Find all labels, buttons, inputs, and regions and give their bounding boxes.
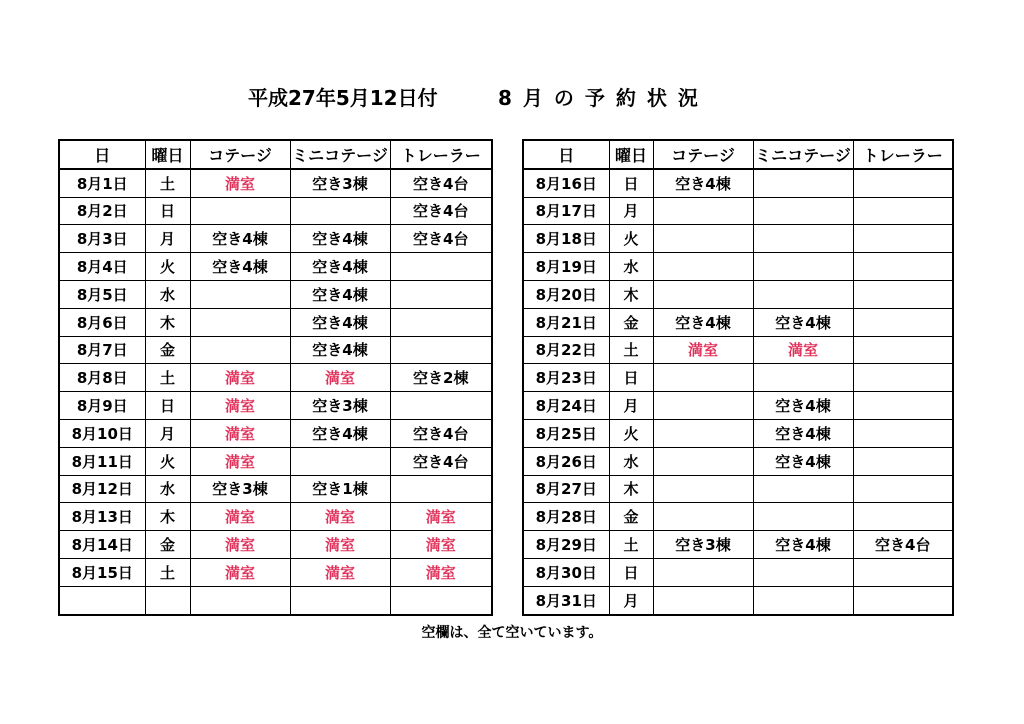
table-row <box>59 558 492 586</box>
mini-cottage-cell <box>290 447 390 475</box>
trailer-cell <box>853 447 953 475</box>
weekday-cell: 土 <box>145 364 190 392</box>
weekday-cell: 金 <box>145 531 190 559</box>
weekday-cell: 木 <box>145 503 190 531</box>
cottage-cell: 満室 <box>190 419 290 447</box>
cottage-cell: 空き4棟 <box>653 169 753 197</box>
cottage-cell <box>653 197 753 225</box>
mini-cottage-cell <box>753 169 853 197</box>
mini-cottage-cell: 空き1棟 <box>290 475 390 503</box>
table-row <box>59 253 492 281</box>
date-cell: 8月29日 <box>523 531 609 559</box>
mini-cottage-cell <box>753 364 853 392</box>
mini-cottage-cell: 空き4棟 <box>753 447 853 475</box>
table-row <box>523 586 953 614</box>
table-row <box>59 503 492 531</box>
mini-cottage-cell: 空き4棟 <box>753 419 853 447</box>
header-weekday: 曜日 <box>145 140 190 169</box>
date-cell: 8月21日 <box>523 308 609 336</box>
mini-cottage-cell <box>753 253 853 281</box>
cottage-cell <box>653 392 753 420</box>
mini-cottage-cell <box>753 475 853 503</box>
weekday-cell: 月 <box>609 586 653 614</box>
date-cell: 8月5日 <box>59 280 145 308</box>
date-cell: 8月11日 <box>59 447 145 475</box>
mini-cottage-cell: 満室 <box>290 503 390 531</box>
cottage-cell <box>653 364 753 392</box>
weekday-cell: 日 <box>145 392 190 420</box>
trailer-cell <box>853 364 953 392</box>
trailer-cell: 満室 <box>390 558 492 586</box>
table-header-row <box>523 140 953 169</box>
weekday-cell: 木 <box>609 280 653 308</box>
cottage-cell <box>653 586 753 614</box>
date-cell: 8月27日 <box>523 475 609 503</box>
table-row <box>59 531 492 559</box>
weekday-cell: 月 <box>609 392 653 420</box>
mini-cottage-cell <box>753 280 853 308</box>
weekday-cell: 金 <box>609 308 653 336</box>
date-cell: 8月19日 <box>523 253 609 281</box>
cottage-cell <box>653 475 753 503</box>
trailer-cell: 空き4台 <box>390 197 492 225</box>
date-cell: 8月25日 <box>523 419 609 447</box>
weekday-cell: 月 <box>609 197 653 225</box>
trailer-cell <box>853 280 953 308</box>
date-cell: 8月12日 <box>59 475 145 503</box>
table-row <box>59 197 492 225</box>
table-row <box>523 558 953 586</box>
date-cell: 8月6日 <box>59 308 145 336</box>
weekday-cell: 土 <box>145 558 190 586</box>
date-cell: 8月14日 <box>59 531 145 559</box>
cottage-cell: 満室 <box>190 531 290 559</box>
table-row <box>59 225 492 253</box>
mini-cottage-cell: 空き3棟 <box>290 392 390 420</box>
page-title <box>248 82 709 111</box>
date-cell: 8月2日 <box>59 197 145 225</box>
trailer-cell: 満室 <box>390 503 492 531</box>
footnote: 空欄は、全て空いています。 <box>421 625 603 641</box>
date-cell: 8月13日 <box>59 503 145 531</box>
mini-cottage-cell <box>290 586 390 614</box>
table-row <box>59 586 492 614</box>
cottage-cell: 空き3棟 <box>653 531 753 559</box>
header-weekday: 曜日 <box>609 140 653 169</box>
mini-cottage-cell <box>753 197 853 225</box>
table-row <box>523 392 953 420</box>
weekday-cell <box>145 586 190 614</box>
date-cell: 8月18日 <box>523 225 609 253</box>
table-row <box>523 169 953 197</box>
weekday-cell: 金 <box>145 336 190 364</box>
weekday-cell: 水 <box>609 253 653 281</box>
date-cell: 8月20日 <box>523 280 609 308</box>
reservation-table-left <box>58 139 493 616</box>
date-cell: 8月22日 <box>523 336 609 364</box>
trailer-cell <box>390 336 492 364</box>
cottage-cell: 空き4棟 <box>190 225 290 253</box>
header-cottage: コテージ <box>653 140 753 169</box>
date-cell <box>59 586 145 614</box>
title-main: 8月の予約状況 <box>498 86 709 110</box>
table-row <box>523 225 953 253</box>
date-cell: 8月4日 <box>59 253 145 281</box>
trailer-cell <box>853 558 953 586</box>
mini-cottage-cell: 空き4棟 <box>753 308 853 336</box>
cottage-cell <box>190 586 290 614</box>
trailer-cell <box>390 308 492 336</box>
weekday-cell: 火 <box>609 225 653 253</box>
mini-cottage-cell <box>290 197 390 225</box>
header-mini-cottage: ミニコテージ <box>290 140 390 169</box>
trailer-cell <box>853 253 953 281</box>
header-trailer: トレーラー <box>853 140 953 169</box>
cottage-cell: 満室 <box>190 558 290 586</box>
weekday-cell: 日 <box>145 197 190 225</box>
trailer-cell: 空き4台 <box>390 419 492 447</box>
header-date: 日 <box>523 140 609 169</box>
weekday-cell: 火 <box>145 447 190 475</box>
trailer-cell <box>853 503 953 531</box>
mini-cottage-cell: 空き4棟 <box>290 336 390 364</box>
weekday-cell: 土 <box>609 531 653 559</box>
weekday-cell: 木 <box>609 475 653 503</box>
weekday-cell: 土 <box>145 169 190 197</box>
date-cell: 8月15日 <box>59 558 145 586</box>
mini-cottage-cell: 空き4棟 <box>290 308 390 336</box>
table-row <box>523 475 953 503</box>
date-cell: 8月16日 <box>523 169 609 197</box>
mini-cottage-cell <box>753 558 853 586</box>
cottage-cell: 空き3棟 <box>190 475 290 503</box>
table-row <box>59 364 492 392</box>
table-row <box>59 308 492 336</box>
weekday-cell: 火 <box>609 419 653 447</box>
date-cell: 8月17日 <box>523 197 609 225</box>
date-cell: 8月23日 <box>523 364 609 392</box>
cottage-cell <box>653 503 753 531</box>
mini-cottage-cell: 満室 <box>753 336 853 364</box>
trailer-cell <box>853 197 953 225</box>
header-date: 日 <box>59 140 145 169</box>
mini-cottage-cell: 満室 <box>290 531 390 559</box>
cottage-cell <box>190 308 290 336</box>
mini-cottage-cell <box>753 225 853 253</box>
table-row <box>59 419 492 447</box>
mini-cottage-cell: 空き3棟 <box>290 169 390 197</box>
table-row <box>523 197 953 225</box>
table-row <box>59 392 492 420</box>
cottage-cell <box>653 558 753 586</box>
table-row <box>59 475 492 503</box>
mini-cottage-cell: 満室 <box>290 558 390 586</box>
date-cell: 8月9日 <box>59 392 145 420</box>
trailer-cell <box>853 308 953 336</box>
table-row <box>523 308 953 336</box>
trailer-cell <box>390 475 492 503</box>
date-cell: 8月8日 <box>59 364 145 392</box>
trailer-cell: 空き4台 <box>390 447 492 475</box>
weekday-cell: 日 <box>609 364 653 392</box>
mini-cottage-cell: 満室 <box>290 364 390 392</box>
table-row <box>523 364 953 392</box>
table-row <box>523 503 953 531</box>
header-trailer: トレーラー <box>390 140 492 169</box>
weekday-cell: 土 <box>609 336 653 364</box>
table-row <box>59 280 492 308</box>
cottage-cell: 満室 <box>190 503 290 531</box>
trailer-cell: 空き4台 <box>390 169 492 197</box>
date-cell: 8月7日 <box>59 336 145 364</box>
table-row <box>59 447 492 475</box>
trailer-cell: 満室 <box>390 531 492 559</box>
mini-cottage-cell: 空き4棟 <box>290 419 390 447</box>
weekday-cell: 月 <box>145 225 190 253</box>
trailer-cell: 空き4台 <box>390 225 492 253</box>
mini-cottage-cell: 空き4棟 <box>753 392 853 420</box>
trailer-cell <box>853 586 953 614</box>
cottage-cell: 満室 <box>190 392 290 420</box>
trailer-cell <box>853 475 953 503</box>
mini-cottage-cell <box>753 586 853 614</box>
cottage-cell <box>190 280 290 308</box>
mini-cottage-cell: 空き4棟 <box>753 531 853 559</box>
cottage-cell: 空き4棟 <box>190 253 290 281</box>
cottage-cell <box>190 336 290 364</box>
cottage-cell <box>653 447 753 475</box>
date-cell: 8月31日 <box>523 586 609 614</box>
weekday-cell: 水 <box>145 475 190 503</box>
trailer-cell <box>853 336 953 364</box>
cottage-cell <box>653 225 753 253</box>
cottage-cell: 満室 <box>190 169 290 197</box>
cottage-cell <box>653 419 753 447</box>
table-row <box>523 419 953 447</box>
table-row <box>523 253 953 281</box>
table-row <box>59 169 492 197</box>
trailer-cell: 空き4台 <box>853 531 953 559</box>
table-header-row <box>59 140 492 169</box>
weekday-cell: 月 <box>145 419 190 447</box>
trailer-cell <box>390 253 492 281</box>
weekday-cell: 水 <box>145 280 190 308</box>
date-cell: 8月1日 <box>59 169 145 197</box>
mini-cottage-cell <box>753 503 853 531</box>
table-row <box>523 280 953 308</box>
date-cell: 8月24日 <box>523 392 609 420</box>
cottage-cell: 満室 <box>653 336 753 364</box>
table-row <box>523 531 953 559</box>
trailer-cell <box>853 169 953 197</box>
trailer-cell <box>390 392 492 420</box>
date-cell: 8月10日 <box>59 419 145 447</box>
cottage-cell: 満室 <box>190 364 290 392</box>
weekday-cell: 日 <box>609 558 653 586</box>
header-cottage: コテージ <box>190 140 290 169</box>
weekday-cell: 日 <box>609 169 653 197</box>
cottage-cell <box>653 253 753 281</box>
trailer-cell: 空き2棟 <box>390 364 492 392</box>
header-mini-cottage: ミニコテージ <box>753 140 853 169</box>
reservation-table-right <box>522 139 954 616</box>
trailer-cell <box>390 586 492 614</box>
mini-cottage-cell: 空き4棟 <box>290 253 390 281</box>
trailer-cell <box>853 225 953 253</box>
date-cell: 8月30日 <box>523 558 609 586</box>
weekday-cell: 木 <box>145 308 190 336</box>
date-cell: 8月28日 <box>523 503 609 531</box>
cottage-cell: 空き4棟 <box>653 308 753 336</box>
trailer-cell <box>853 419 953 447</box>
trailer-cell <box>390 280 492 308</box>
date-cell: 8月26日 <box>523 447 609 475</box>
table-row <box>523 447 953 475</box>
mini-cottage-cell: 空き4棟 <box>290 225 390 253</box>
weekday-cell: 金 <box>609 503 653 531</box>
weekday-cell: 火 <box>145 253 190 281</box>
cottage-cell: 満室 <box>190 447 290 475</box>
cottage-cell <box>190 197 290 225</box>
mini-cottage-cell: 空き4棟 <box>290 280 390 308</box>
cottage-cell <box>653 280 753 308</box>
trailer-cell <box>853 392 953 420</box>
weekday-cell: 水 <box>609 447 653 475</box>
date-cell: 8月3日 <box>59 225 145 253</box>
table-row <box>523 336 953 364</box>
table-row <box>59 336 492 364</box>
issue-date: 平成27年5月12日付 <box>248 86 438 110</box>
